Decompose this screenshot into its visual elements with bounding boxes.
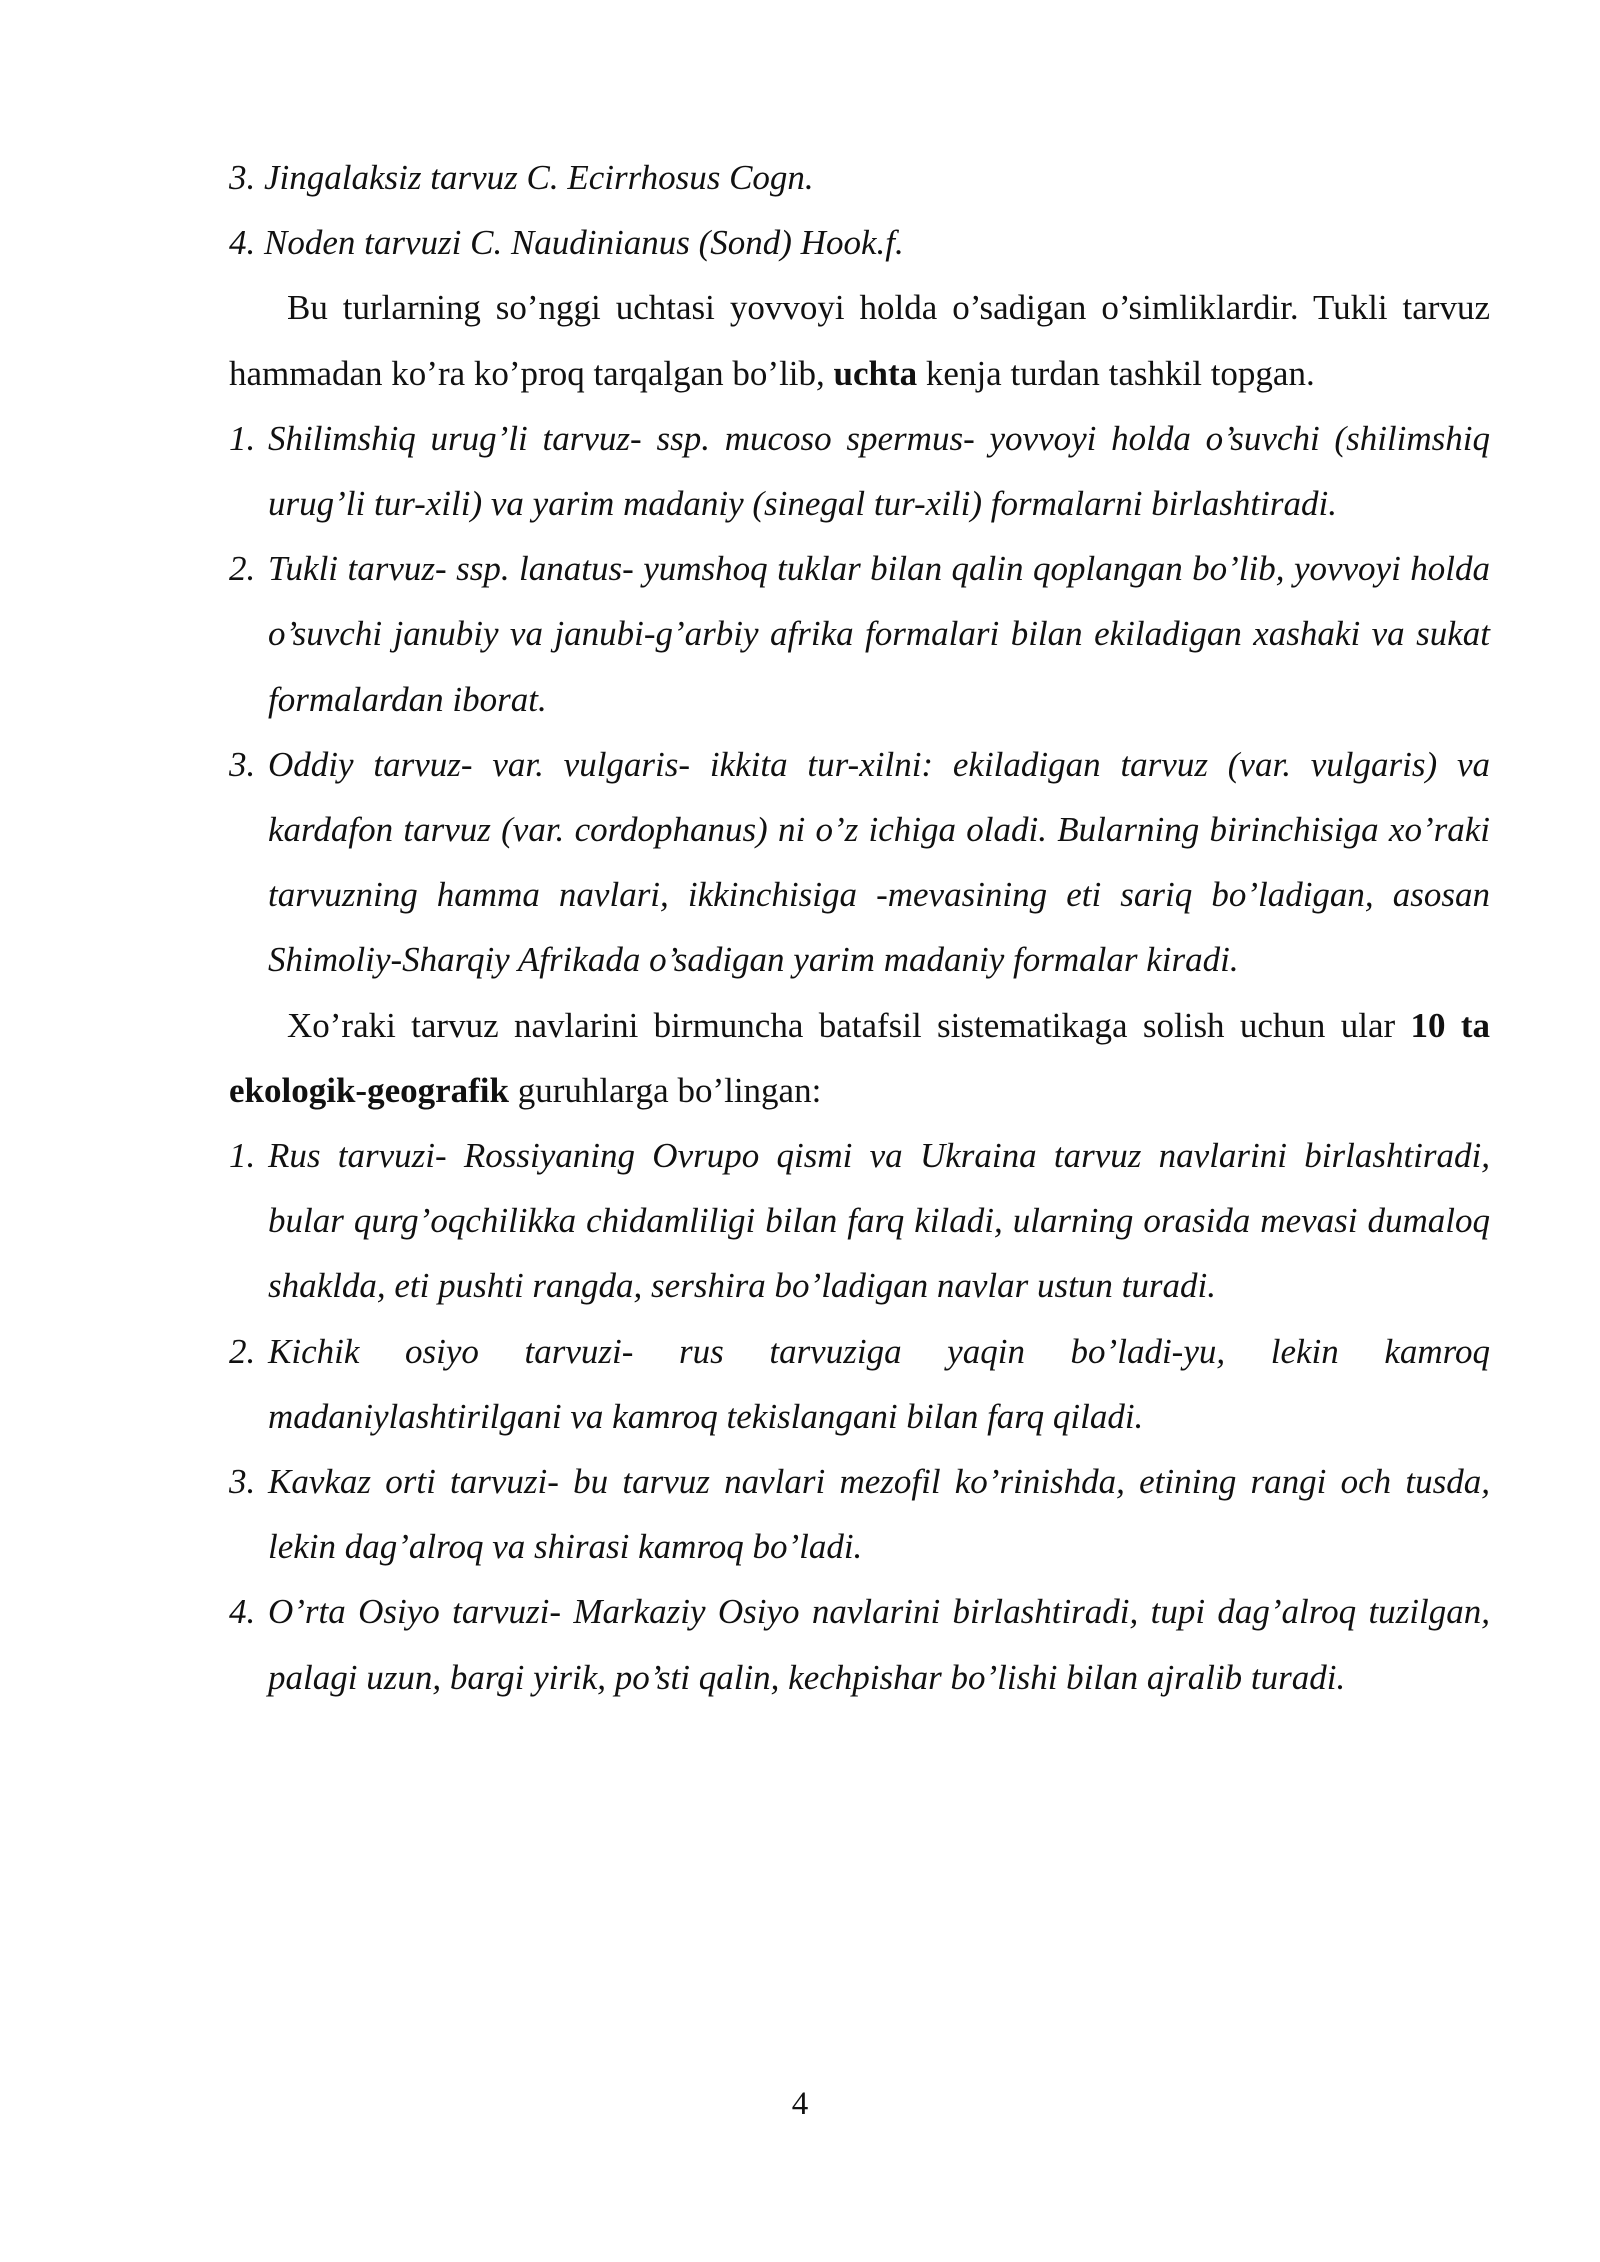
list-number: 2. — [229, 1331, 256, 1371]
paragraph-groups-intro — [229, 993, 1490, 1123]
list-text: Tukli tarvuz- ssp. lanatus- yumshoq tuklar bilan qalin qoplangan bo’lib, yovvoyi holda o’suvchi janubiy va janubi-g’arbiy afrika formalari bilan ekiladigan xashaki va sukat formalardan iborat. — [268, 549, 1490, 719]
list-item — [229, 1319, 1490, 1449]
species-item-4: 4. Noden tarvuzi C. Naudinianus (Sond) Hook.f. — [229, 223, 904, 263]
list-item — [229, 1579, 1490, 1709]
list-item — [229, 732, 1490, 993]
list-text: Oddiy tarvuz- var. vulgaris- ikkita tur-xilni: ekiladigan tarvuz (var. vulgaris) va kardafon tarvuz (var. cordophanus) ni o’z ichiga oladi. Bularning birinchisiga xo’raki tarvuzning hamma navlari, ikkinchisiga -mevasining eti sariq bo’ladigan, asosan Shimoliy-Sharqiy Afrikada o’sadigan yarim madaniy formalar kiradi. — [268, 744, 1490, 980]
list-number: 2. — [229, 549, 256, 589]
list-number: 1. — [229, 418, 256, 458]
list-number: 3. — [229, 1462, 256, 1502]
paragraph-subspecies-intro — [229, 275, 1490, 405]
list-text: Kichik osiyo tarvuzi- rus tarvuziga yaqin bo’ladi-yu, lekin kamroq madaniylashtirilgani va kamroq tekislangani bilan farq qiladi. — [268, 1331, 1490, 1436]
bold-term: uchta — [833, 353, 918, 393]
list-item — [229, 1123, 1490, 1319]
page-number: 4 — [791, 2086, 809, 2122]
paragraph-text: Xo’raki tarvuz navlarini birmuncha batafsil sistematikaga solish uchun ular — [287, 1005, 1411, 1045]
subspecies-list — [229, 406, 1490, 993]
list-text: Rus tarvuzi- Rossiyaning Ovrupo qismi va Ukraina tarvuz navlarini birlashtiradi, bular qurg’oqchilikka chidamliligi bilan farq kiladi, ularning orasida mevasi dumaloq shaklda, eti pushti rangda, sershira bo’ladigan navlar ustun turadi. — [268, 1136, 1490, 1306]
paragraph-text: kenja turdan tashkil topgan. — [917, 353, 1315, 393]
list-item — [229, 536, 1490, 732]
list-number: 3. — [229, 744, 256, 784]
list-item — [229, 1449, 1490, 1579]
species-item-3: 3. Jingalaksiz tarvuz C. Ecirrhosus Cogn. — [229, 158, 814, 197]
page-content — [229, 145, 1490, 1710]
list-text: O’rta Osiyo tarvuzi- Markaziy Osiyo navlarini birlashtiradi, tupi dag’alroq tuzilgan, palagi uzun, bargi yirik, po’sti qalin, kechpishar bo’lishi bilan ajralib turadi. — [268, 1592, 1490, 1697]
list-item — [229, 406, 1490, 536]
paragraph-text: Bu turlarning so’nggi uchtasi yovvoyi holda o’sadigan o’simliklardir. Tukli tarvuz hammadan ko’ra ko’proq tarqalgan bo’lib, — [229, 288, 1490, 393]
list-text: Kavkaz orti tarvuzi- bu tarvuz navlari mezofil ko’rinishda, etining rangi och tusda, lekin dag’alroq va shirasi kamroq bo’ladi. — [268, 1462, 1490, 1567]
paragraph-text: guruhlarga bo’lingan: — [508, 1070, 822, 1110]
list-text: Shilimshiq urug’li tarvuz- ssp. mucoso spermus- yovvoyi holda o’suvchi (shilimshiq urug’li tur-xili) va yarim madaniy (sinegal tur-xili) formalarni birlashtiradi. — [268, 418, 1490, 524]
ecogeographic-groups-list — [229, 1123, 1490, 1710]
list-number: 4. — [229, 1592, 256, 1632]
list-number: 1. — [229, 1136, 256, 1176]
bold-term: 10 ta ekologik-geografik — [229, 1005, 1491, 1110]
